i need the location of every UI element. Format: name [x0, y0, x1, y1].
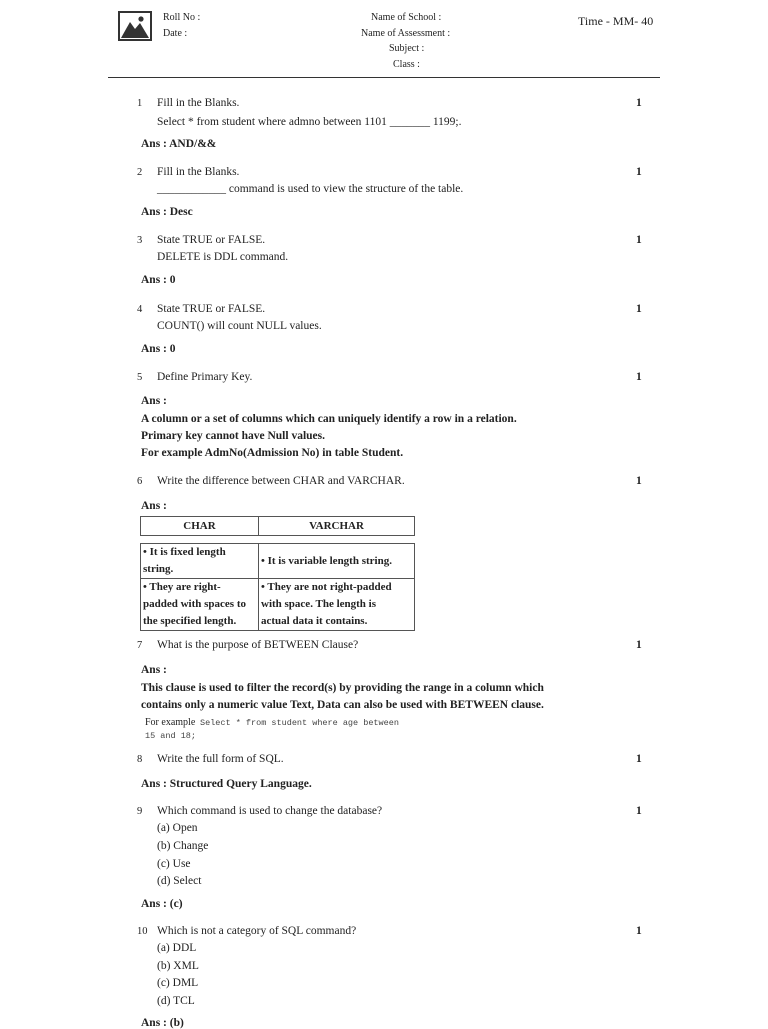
cell-line: actual data it contains.	[261, 615, 368, 627]
date-label: Date :	[163, 28, 188, 39]
question-number: 8	[137, 754, 143, 765]
question-text: State TRUE or FALSE.	[157, 303, 266, 315]
char-varchar-table	[140, 516, 415, 631]
table-cell	[141, 579, 259, 631]
header-divider	[108, 77, 660, 78]
subject-label: Subject :	[389, 43, 425, 54]
time-marks-label: Time - MM- 40	[578, 14, 654, 28]
question-number: 3	[137, 235, 143, 246]
answer-label: Ans :	[141, 395, 167, 407]
table-cell: • It is variable length string.	[259, 544, 415, 579]
table-cell	[141, 544, 259, 579]
answer-text: Ans : AND/&&	[141, 138, 217, 150]
answer-text: Ans : 0	[141, 343, 176, 355]
table-spacer	[259, 536, 415, 544]
question-text: Define Primary Key.	[157, 371, 253, 383]
question-text: Which command is used to change the database?	[157, 805, 383, 817]
question-text: ____________ command is used to view the structure of the table.	[157, 183, 464, 195]
question-text: State TRUE or FALSE.	[157, 234, 266, 246]
question-mark: 1	[636, 234, 642, 246]
question-text: Fill in the Blanks.	[157, 166, 240, 178]
question-mark: 1	[636, 371, 642, 383]
cell-line: with space. The length is	[261, 598, 377, 610]
question-number: 10	[137, 926, 148, 937]
question-number: 4	[137, 304, 143, 315]
image-placeholder-icon	[118, 11, 152, 41]
question-text: Which is not a category of SQL command?	[157, 925, 357, 937]
question-mark: 1	[636, 97, 642, 109]
class-label: Class :	[393, 59, 420, 70]
question-text: Select * from student where admno between 1101 _______ 1199;.	[157, 116, 462, 128]
answer-text: Ans : (c)	[141, 898, 183, 910]
answer-text: Ans : 0	[141, 274, 176, 286]
cell-line: string.	[143, 563, 174, 575]
question-text: Write the difference between CHAR and VARCHAR.	[157, 475, 405, 487]
table-spacer	[141, 536, 259, 544]
answer-line: contains only a numeric value Text, Data can also be used with BETWEEN clause.	[141, 699, 544, 711]
answer-label: Ans :	[141, 664, 167, 676]
answer-line: Primary key cannot have Null values.	[141, 430, 325, 442]
question-mark: 1	[636, 303, 642, 315]
question-mark: 1	[636, 475, 642, 487]
cell-line: • It is fixed length	[143, 546, 226, 558]
table-header-varchar: VARCHAR	[259, 517, 415, 536]
option-item: (b) XML	[157, 960, 199, 972]
example-code: 15 and 18;	[145, 731, 197, 741]
option-item: (d) Select	[157, 875, 202, 887]
question-mark: 1	[636, 639, 642, 651]
school-name-label: Name of School :	[371, 12, 442, 23]
question-mark: 1	[636, 166, 642, 178]
cell-line: padded with spaces to	[143, 598, 246, 610]
question-number: 5	[137, 372, 143, 383]
example-code: Select * from student where age between	[200, 718, 399, 728]
roll-no-label: Roll No :	[163, 12, 201, 23]
table-cell	[259, 579, 415, 631]
option-item: (a) DDL	[157, 942, 197, 954]
answer-text: Ans : (b)	[141, 1017, 184, 1029]
option-item: (a) Open	[157, 822, 198, 834]
option-item: (b) Change	[157, 840, 209, 852]
answer-text: Ans : Desc	[141, 206, 193, 218]
question-text: What is the purpose of BETWEEN Clause?	[157, 639, 359, 651]
cell-line: • They are right-	[143, 581, 221, 593]
question-mark: 1	[636, 753, 642, 765]
question-number: 7	[137, 640, 143, 651]
cell-line: • They are not right-padded	[261, 581, 392, 593]
mountain-picture-icon	[120, 13, 150, 39]
question-number: 6	[137, 476, 143, 487]
example-label: For example	[145, 717, 196, 728]
cell-line: the specified length.	[143, 615, 237, 627]
question-number: 2	[137, 167, 143, 178]
question-text: COUNT() will count NULL values.	[157, 320, 322, 332]
question-text: DELETE is DDL command.	[157, 251, 289, 263]
option-item: (c) DML	[157, 977, 199, 989]
answer-line: This clause is used to filter the record(s) by providing the range in a column which	[141, 682, 544, 694]
question-mark: 1	[636, 805, 642, 817]
answer-text: Ans : Structured Query Language.	[141, 778, 312, 790]
question-number: 9	[137, 806, 143, 817]
question-text: Fill in the Blanks.	[157, 97, 240, 109]
answer-line: For example AdmNo(Admission No) in table Student.	[141, 447, 404, 459]
option-item: (d) TCL	[157, 995, 195, 1007]
table-header-char: CHAR	[141, 517, 259, 536]
option-item: (c) Use	[157, 858, 191, 870]
question-number: 1	[137, 98, 143, 109]
answer-line: A column or a set of columns which can uniquely identify a row in a relation.	[141, 413, 517, 425]
question-mark: 1	[636, 925, 642, 937]
assessment-name-label: Name of Assessment :	[361, 28, 451, 39]
answer-label: Ans :	[141, 500, 167, 512]
question-text: Write the full form of SQL.	[157, 753, 284, 765]
